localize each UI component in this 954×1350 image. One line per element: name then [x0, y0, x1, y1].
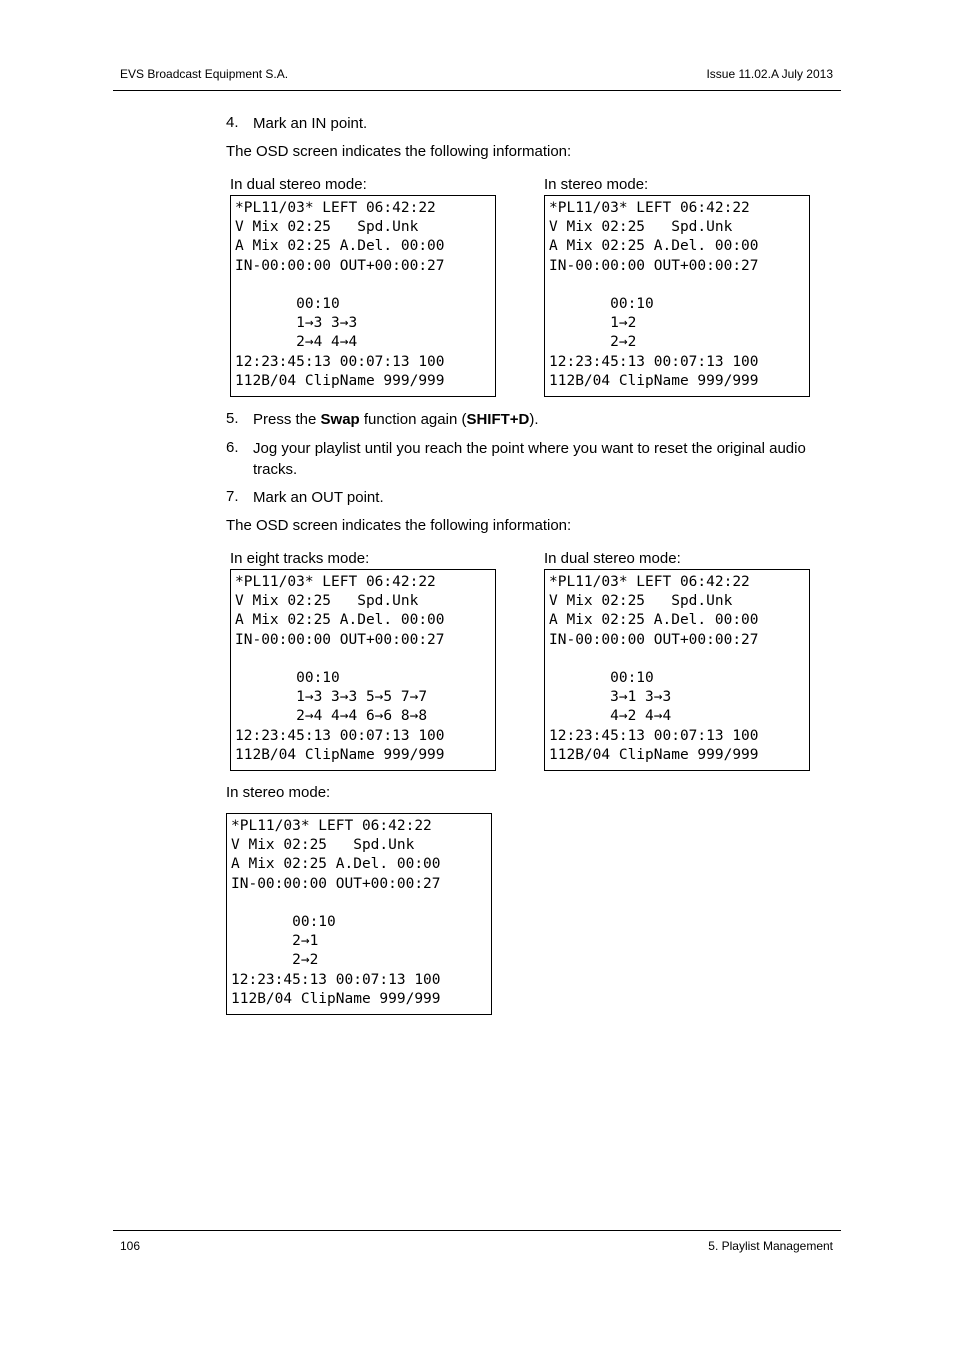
- osd-line: 00:10: [549, 295, 654, 312]
- osd-line: *PL11/03* LEFT 06:42:22: [235, 200, 436, 216]
- osd-line: IN-00:00:00 OUT+00:00:27: [235, 257, 445, 274]
- page-number: 106: [120, 1239, 141, 1253]
- header-issue: Issue 11.02.A July 2013: [706, 67, 833, 81]
- osd-line: A Mix 02:25 A.Del. 00:00: [235, 612, 445, 629]
- step-7-number: 7.: [226, 488, 239, 505]
- osd-line: 12:23:45:13 00:07:13 100: [231, 971, 441, 988]
- osd-line: 12:23:45:13 00:07:13 100: [235, 727, 445, 744]
- osd-line: V Mix 02:25 Spd.Unk: [235, 219, 419, 236]
- osd-screen-in-stereo: [544, 195, 810, 397]
- osd-line: 12:23:45:13 00:07:13 100: [549, 727, 759, 744]
- osd-line: V Mix 02:25 Spd.Unk: [235, 593, 419, 610]
- osd-screen-out-dual: [544, 569, 810, 771]
- osd-line: IN-00:00:00 OUT+00:00:27: [231, 875, 441, 892]
- footer-rule: [113, 1230, 841, 1231]
- osd-line: 2→1: [231, 933, 319, 950]
- osd-screen-out-eight: [230, 569, 496, 771]
- step-6-number: 6.: [226, 439, 239, 456]
- osd-line: 3→1 3→3: [549, 689, 672, 706]
- step-5-mid: function again (: [359, 411, 467, 428]
- swap-function-name: Swap: [320, 411, 360, 428]
- osd-line: 112B/04 ClipName 999/999: [549, 746, 759, 763]
- osd-line: 00:10: [231, 913, 336, 930]
- osd-line: IN-00:00:00 OUT+00:00:27: [549, 631, 759, 648]
- osd-line: 112B/04 ClipName 999/999: [235, 746, 445, 763]
- osd-line: 2→2: [231, 952, 319, 969]
- osd-line: 2→4 4→4: [235, 334, 358, 351]
- osd-line: 1→2: [549, 315, 637, 332]
- osd-label-in-stereo: In stereo mode:: [544, 176, 649, 193]
- osd-line: [549, 276, 809, 295]
- osd-line: 4→2 4→4: [549, 708, 672, 725]
- osd-line: 112B/04 ClipName 999/999: [549, 372, 759, 389]
- step-4-text: Mark an IN point.: [253, 115, 368, 132]
- osd-line: A Mix 02:25 A.Del. 00:00: [235, 238, 445, 255]
- osd-line: IN-00:00:00 OUT+00:00:27: [235, 631, 445, 648]
- osd-line: V Mix 02:25 Spd.Unk: [231, 837, 415, 854]
- osd-line: 112B/04 ClipName 999/999: [231, 990, 441, 1007]
- osd-label-out-dual: In dual stereo mode:: [544, 550, 681, 567]
- osd-label-in-dual: In dual stereo mode:: [230, 176, 367, 193]
- osd-label-out-stereo: In stereo mode:: [226, 784, 331, 801]
- osd-line: 12:23:45:13 00:07:13 100: [549, 353, 759, 370]
- osd-line: [235, 650, 495, 669]
- osd-intro-2: The OSD screen indicates the following information:: [226, 517, 572, 534]
- step-5-text: [253, 409, 833, 430]
- header-company: EVS Broadcast Equipment S.A.: [120, 67, 289, 81]
- osd-line: 112B/04 ClipName 999/999: [235, 372, 445, 389]
- osd-line: A Mix 02:25 A.Del. 00:00: [549, 238, 759, 255]
- header-rule: [113, 90, 841, 91]
- osd-line: 00:10: [549, 669, 654, 686]
- osd-screen-in-dual: [230, 195, 496, 397]
- osd-line: *PL11/03* LEFT 06:42:22: [235, 574, 436, 590]
- osd-line: *PL11/03* LEFT 06:42:22: [231, 818, 432, 834]
- osd-line: [235, 276, 495, 295]
- osd-line: 1→3 3→3: [235, 315, 358, 332]
- osd-line: 00:10: [235, 295, 340, 312]
- osd-line: 2→4 4→4 6→6 8→8: [235, 708, 428, 725]
- shortcut-key: SHIFT+D: [466, 411, 530, 428]
- osd-line: 1→3 3→3 5→5 7→7: [235, 689, 428, 706]
- osd-screen-out-stereo: [226, 813, 492, 1015]
- osd-line: *PL11/03* LEFT 06:42:22: [549, 200, 750, 216]
- osd-line: A Mix 02:25 A.Del. 00:00: [549, 612, 759, 629]
- step-5-pre: Press the: [253, 411, 321, 428]
- step-5-number: 5.: [226, 410, 239, 427]
- step-4-number: 4.: [226, 114, 239, 131]
- osd-line: 12:23:45:13 00:07:13 100: [235, 353, 445, 370]
- osd-label-out-eight: In eight tracks mode:: [230, 550, 370, 567]
- osd-line: V Mix 02:25 Spd.Unk: [549, 593, 733, 610]
- osd-line: [549, 650, 809, 669]
- step-5-post: ).: [529, 411, 539, 428]
- footer-section: 5. Playlist Management: [708, 1239, 833, 1253]
- osd-line: IN-00:00:00 OUT+00:00:27: [549, 257, 759, 274]
- osd-line: *PL11/03* LEFT 06:42:22: [549, 574, 750, 590]
- osd-line: 00:10: [235, 669, 340, 686]
- step-6-text: Jog your playlist until you reach the point where you want to reset the original audio tracks.: [253, 440, 806, 478]
- osd-line: V Mix 02:25 Spd.Unk: [549, 219, 733, 236]
- osd-line: [231, 894, 491, 913]
- osd-line: 2→2: [549, 334, 637, 351]
- step-7-text: Mark an OUT point.: [253, 489, 384, 506]
- osd-intro-1: The OSD screen indicates the following information:: [226, 143, 572, 160]
- osd-line: A Mix 02:25 A.Del. 00:00: [231, 856, 441, 873]
